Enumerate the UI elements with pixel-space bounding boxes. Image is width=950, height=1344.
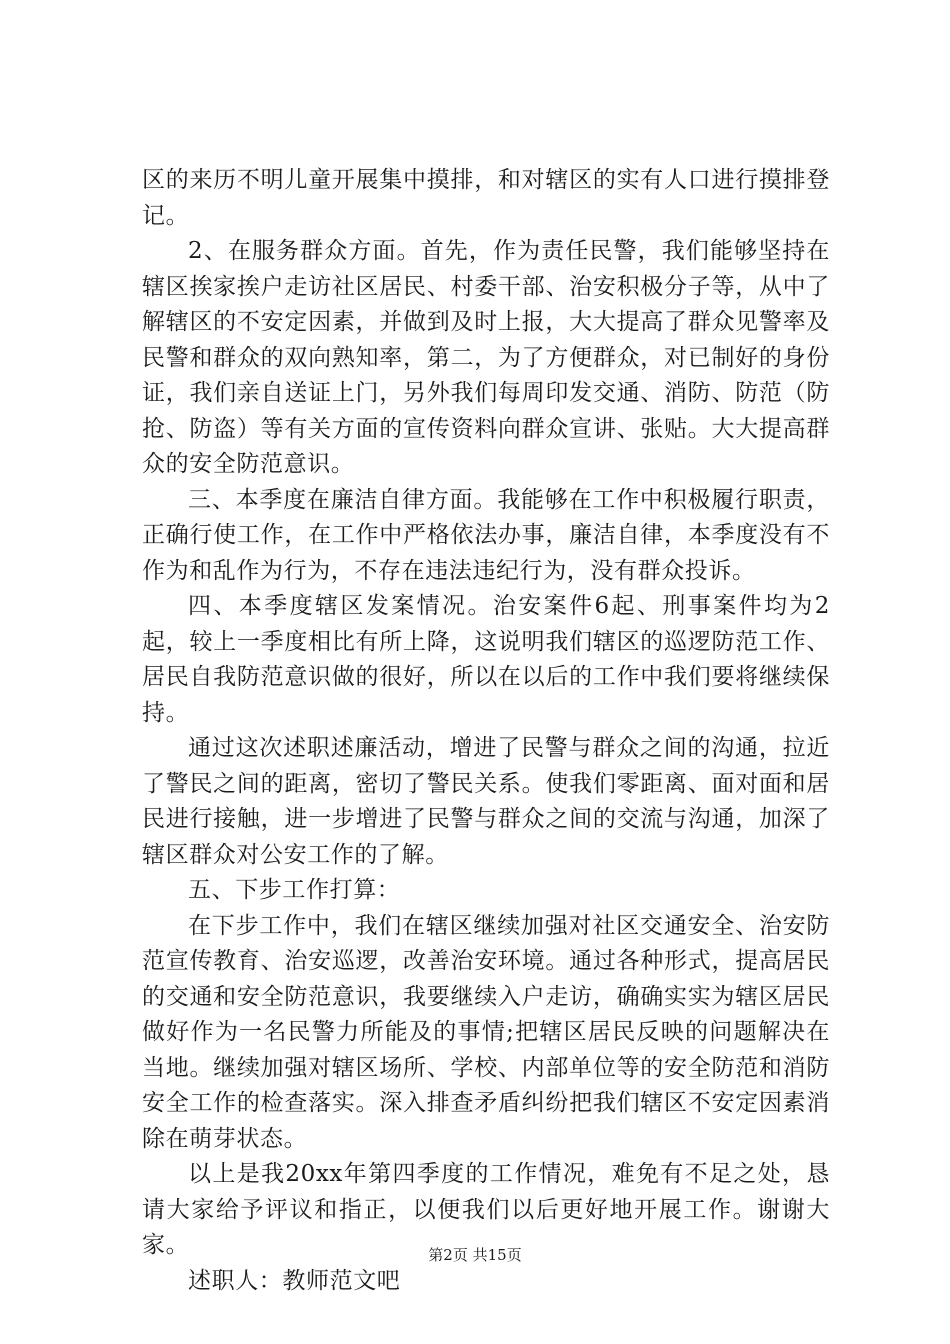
paragraph-integrity: 三、本季度在廉洁自律方面。我能够在工作中积极履行职责，正确行使工作，在工作中严格依法办事，廉洁自律，本季度没有不作为和乱作为行为，不存在违法违纪行为，没有群众投诉。 — [142, 486, 830, 584]
paragraph-activity: 通过这次述职述廉活动，增进了民警与群众之间的沟通，拉近了警民之间的距离，密切了警民关系。使我们零距离、面对面和居民进行接触，进一步增进了民警与群众之间的交流与沟通，加深了辖区群众对公安工作的了解。 — [142, 735, 830, 868]
document-body — [142, 163, 830, 1299]
paragraph-next-steps-heading: 五、下步工作打算： — [188, 877, 401, 903]
paragraph-next-steps: 在下步工作中，我们在辖区继续加强对社区交通安全、治安防范宣传教育、治安巡逻，改善治安环境。通过各种形式，提高居民的交通和安全防范意识，我要继续入户走访，确确实实为辖区居民做好作为一名民警力所能及的事情;把辖区居民反映的问题解决在当地。继续加强对辖区场所、学校、内部单位等的安全防范和消防安全工作的检查落实。深入排查矛盾纠纷把我们辖区不安定因素消除在萌芽状态。 — [142, 912, 830, 1152]
paragraph-continuation: 区的来历不明儿童开展集中摸排，和对辖区的实有人口进行摸排登记。 — [142, 167, 830, 229]
page-number-footer: 第2页 共15页 — [428, 1246, 522, 1264]
paragraph-cases: 四、本季度辖区发案情况。治安案件6起、刑事案件均为2起，较上一季度相比有所上降，这说明我们辖区的巡逻防范工作、居民自我防范意识做的很好，所以在以后的工作中我们要将继续保持。 — [142, 593, 830, 726]
paragraph-closing: 以上是我20xx年第四季度的工作情况，难免有不足之处，恳请大家给予评议和指正，以便我们以后更好地开展工作。谢谢大家。 — [142, 1161, 830, 1258]
paragraph-service: 2、在服务群众方面。首先，作为责任民警，我们能够坚持在辖区挨家挨户走访社区居民、村委干部、治安积极分子等，从中了解辖区的不安定因素，并做到及时上报，大大提高了群众见警率及民警和群众的双向熟知率，第二，为了方便群众，对已制好的身份证，我们亲自送证上门，另外我们每周印发交通、消防、防范（防抢、防盗）等有关方面的宣传资料向群众宣讲、张贴。大大提高群众的安全防范意识。 — [142, 238, 830, 477]
paragraph-signature: 述职人：教师范文吧 — [188, 1267, 401, 1294]
